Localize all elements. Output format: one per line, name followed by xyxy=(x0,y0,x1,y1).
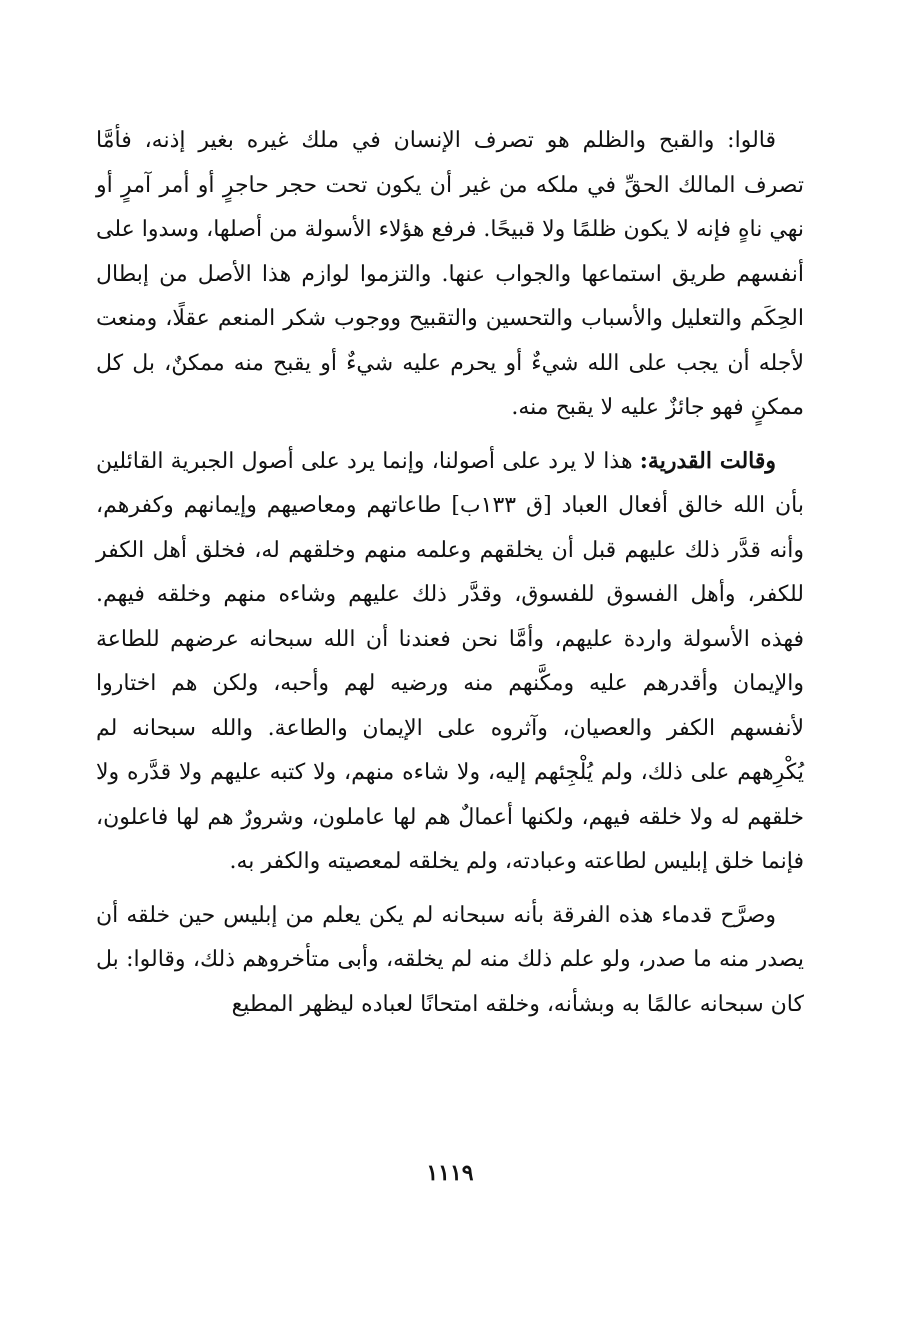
paragraph-3-text: وصرَّح قدماء هذه الفرقة بأنه سبحانه لم يكن يعلم من إبليس حين خلقه أن يصدر منه ما صدر، ولو علم ذلك منه لم يخلقه، وأبى متأخروهم ذلك، وقالوا: بل كان سبحانه عالمًا به وبشأنه، وخلقه امتحانًا لعباده ليظهر المطيع xyxy=(96,902,804,1017)
body-text xyxy=(96,118,804,1027)
paragraph-2-text: هذا لا يرد على أصولنا، وإنما يرد على أصول الجبرية القائلين بأن الله خالق أفعال العباد [ق ١٣٣ب] طاعاتهم ومعاصيهم وإيمانهم وكفرهم، وأنه قدَّر ذلك عليهم قبل أن يخلقهم وعلمه منهم وخلقهم له، فخلق أهل الكفر للكفر، وأهل الفسوق للفسوق، وقدَّر ذلك عليهم وشاءه منهم وخلقه فيهم. فهذه الأسولة واردة عليهم، وأمَّا نحن فعندنا أن الله سبحانه عرضهم للطاعة والإيمان وأقدرهم عليه ومكَّنهم منه ورضيه لهم وأحبه، ولكن هم اختاروا لأنفسهم الكفر والعصيان، وآثروه على الإيمان والطاعة. والله سبحانه لم يُكْرِههم على ذلك، ولم يُلْجِئهم إليه، ولا شاءه منهم، ولا كتبه عليهم ولا قدَّره ولا خلقهم له ولا خلقه فيهم، ولكنها أعمالٌ هم لها عاملون، وشرورٌ هم لها فاعلون، فإنما خلق إبليس لطاعته وعبادته، ولم يخلقه لمعصيته والكفر به. xyxy=(96,448,805,874)
paragraph-2 xyxy=(96,439,804,885)
page-number: ١١١٩ xyxy=(426,1160,474,1186)
paragraph-2-lead: وقالت القدرية: xyxy=(639,447,776,474)
paragraph-1-text: قالوا: والقبح والظلم هو تصرف الإنسان في ملك غيره بغير إذنه، فأمَّا تصرف المالك الحقِّ في ملكه من غير أن يكون تحت حجر حاجرٍ أو أمر آمرٍ أو نهي ناهٍ فإنه لا يكون ظلمًا ولا قبيحًا. فرفع هؤلاء الأسولة من أصلها، وسدوا على أنفسهم طريق استماعها والجواب عنها. والتزموا لوازم هذا الأصل من إبطال الحِكَم والتعليل والأسباب والتحسين والتقبيح ووجوب شكر المنعم عقلًا، ومنعت لأجله أن يجب على الله شيءٌ أو يحرم عليه شيءٌ أو يقبح منه ممكنٌ، بل كل ممكنٍ فهو جائزٌ عليه لا يقبح منه. xyxy=(96,128,804,420)
paragraph-3 xyxy=(96,893,804,1028)
paragraph-1 xyxy=(96,118,804,431)
